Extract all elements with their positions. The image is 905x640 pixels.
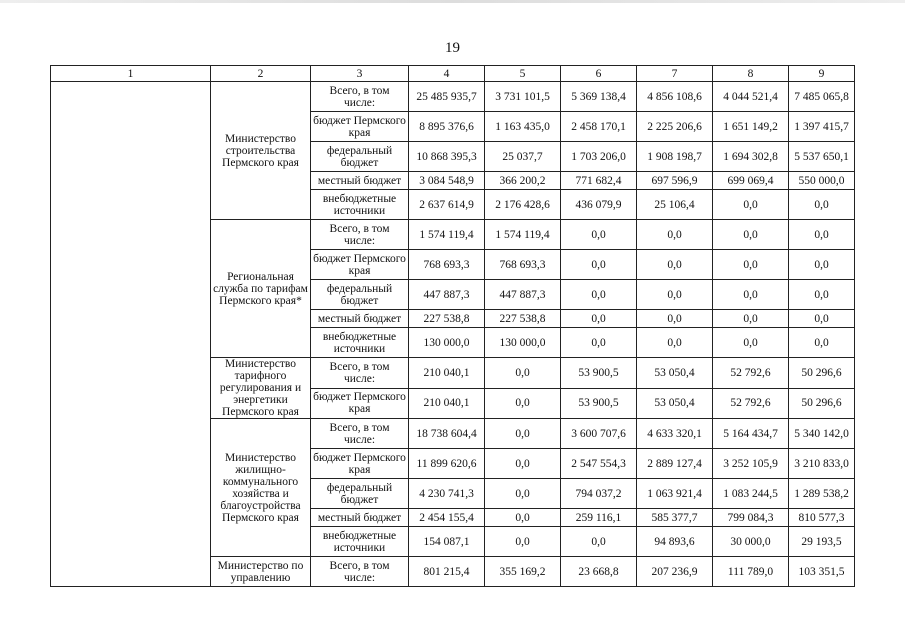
amount-cell: 4 856 108,6 (637, 82, 713, 112)
amount-cell: 1 574 119,4 (485, 220, 561, 250)
amount-cell: 52 792,6 (713, 358, 789, 389)
amount-cell: 0,0 (789, 250, 855, 280)
amount-cell: 0,0 (561, 280, 637, 310)
amount-cell: 0,0 (713, 190, 789, 220)
amount-cell: 1 703 206,0 (561, 142, 637, 172)
amount-cell: 0,0 (789, 190, 855, 220)
amount-cell: 0,0 (485, 509, 561, 527)
amount-cell: 1 574 119,4 (409, 220, 485, 250)
amount-cell: 94 893,6 (637, 527, 713, 557)
amount-cell: 5 164 434,7 (713, 419, 789, 449)
amount-cell: 2 225 206,6 (637, 112, 713, 142)
funding-source: внебюджетные источники (311, 190, 409, 220)
amount-cell: 210 040,1 (409, 388, 485, 419)
amount-cell: 0,0 (485, 388, 561, 419)
funding-source: Всего, в том числе: (311, 419, 409, 449)
ministry-name: Региональная служба по тарифам Пермского края* (211, 220, 311, 358)
amount-cell: 0,0 (789, 328, 855, 358)
amount-cell: 4 230 741,3 (409, 479, 485, 509)
amount-cell: 0,0 (713, 328, 789, 358)
amount-cell: 697 596,9 (637, 172, 713, 190)
amount-cell: 0,0 (561, 250, 637, 280)
amount-cell: 794 037,2 (561, 479, 637, 509)
col-header: 6 (561, 66, 637, 82)
amount-cell: 0,0 (789, 310, 855, 328)
amount-cell: 0,0 (561, 527, 637, 557)
budget-table (50, 65, 855, 587)
amount-cell: 355 169,2 (485, 557, 561, 587)
ministry-name: Министерство жилищно-коммунального хозяйства и благоустройства Пермского края (211, 419, 311, 557)
col-header: 5 (485, 66, 561, 82)
amount-cell: 25 485 935,7 (409, 82, 485, 112)
amount-cell: 0,0 (789, 220, 855, 250)
col-header: 7 (637, 66, 713, 82)
amount-cell: 53 900,5 (561, 388, 637, 419)
scan-edge (0, 0, 905, 3)
amount-cell: 1 163 435,0 (485, 112, 561, 142)
amount-cell: 4 633 320,1 (637, 419, 713, 449)
amount-cell: 227 538,8 (485, 310, 561, 328)
col-header: 2 (211, 66, 311, 82)
amount-cell: 0,0 (637, 310, 713, 328)
funding-source: федеральный бюджет (311, 280, 409, 310)
amount-cell: 0,0 (485, 479, 561, 509)
amount-cell: 4 044 521,4 (713, 82, 789, 112)
amount-cell: 771 682,4 (561, 172, 637, 190)
amount-cell: 227 538,8 (409, 310, 485, 328)
amount-cell: 2 454 155,4 (409, 509, 485, 527)
amount-cell: 0,0 (713, 310, 789, 328)
amount-cell: 799 084,3 (713, 509, 789, 527)
amount-cell: 0,0 (561, 310, 637, 328)
col-header: 8 (713, 66, 789, 82)
amount-cell: 103 351,5 (789, 557, 855, 587)
funding-source: Всего, в том числе: (311, 358, 409, 389)
amount-cell: 23 668,8 (561, 557, 637, 587)
amount-cell: 366 200,2 (485, 172, 561, 190)
amount-cell: 8 895 376,6 (409, 112, 485, 142)
amount-cell: 447 887,3 (485, 280, 561, 310)
amount-cell: 259 116,1 (561, 509, 637, 527)
amount-cell: 436 079,9 (561, 190, 637, 220)
amount-cell: 1 289 538,2 (789, 479, 855, 509)
amount-cell: 0,0 (637, 280, 713, 310)
amount-cell: 2 637 614,9 (409, 190, 485, 220)
col-header: 9 (789, 66, 855, 82)
amount-cell: 1 694 302,8 (713, 142, 789, 172)
amount-cell: 130 000,0 (485, 328, 561, 358)
funding-source: бюджет Пермского края (311, 388, 409, 419)
amount-cell: 53 050,4 (637, 388, 713, 419)
amount-cell: 768 693,3 (409, 250, 485, 280)
amount-cell: 1 063 921,4 (637, 479, 713, 509)
col-header: 3 (311, 66, 409, 82)
amount-cell: 0,0 (561, 328, 637, 358)
amount-cell: 3 252 105,9 (713, 449, 789, 479)
amount-cell: 1 397 415,7 (789, 112, 855, 142)
amount-cell: 7 485 065,8 (789, 82, 855, 112)
ministry-name: Министерство по управлению (211, 557, 311, 587)
table-row (51, 82, 855, 112)
amount-cell: 30 000,0 (713, 527, 789, 557)
amount-cell: 5 369 138,4 (561, 82, 637, 112)
amount-cell: 2 458 170,1 (561, 112, 637, 142)
col-header: 1 (51, 66, 211, 82)
amount-cell: 210 040,1 (409, 358, 485, 389)
amount-cell: 2 889 127,4 (637, 449, 713, 479)
amount-cell: 0,0 (713, 250, 789, 280)
amount-cell: 2 547 554,3 (561, 449, 637, 479)
amount-cell: 10 868 395,3 (409, 142, 485, 172)
amount-cell: 1 908 198,7 (637, 142, 713, 172)
page-number: 19 (445, 40, 460, 56)
amount-cell: 1 651 149,2 (713, 112, 789, 142)
amount-cell: 810 577,3 (789, 509, 855, 527)
amount-cell: 0,0 (789, 280, 855, 310)
amount-cell: 550 000,0 (789, 172, 855, 190)
amount-cell: 0,0 (637, 250, 713, 280)
amount-cell: 0,0 (637, 328, 713, 358)
amount-cell: 3 210 833,0 (789, 449, 855, 479)
amount-cell: 207 236,9 (637, 557, 713, 587)
funding-source: местный бюджет (311, 172, 409, 190)
amount-cell: 53 050,4 (637, 358, 713, 389)
amount-cell: 0,0 (485, 358, 561, 389)
funding-source: местный бюджет (311, 509, 409, 527)
amount-cell: 768 693,3 (485, 250, 561, 280)
funding-source: федеральный бюджет (311, 142, 409, 172)
funding-source: Всего, в том числе: (311, 557, 409, 587)
amount-cell: 0,0 (561, 220, 637, 250)
amount-cell: 585 377,7 (637, 509, 713, 527)
amount-cell: 50 296,6 (789, 358, 855, 389)
amount-cell: 5 537 650,1 (789, 142, 855, 172)
amount-cell: 1 083 244,5 (713, 479, 789, 509)
amount-cell: 801 215,4 (409, 557, 485, 587)
amount-cell: 0,0 (637, 220, 713, 250)
amount-cell: 0,0 (485, 419, 561, 449)
amount-cell: 53 900,5 (561, 358, 637, 389)
funding-source: внебюджетные источники (311, 328, 409, 358)
amount-cell: 52 792,6 (713, 388, 789, 419)
amount-cell: 0,0 (485, 449, 561, 479)
column-1-cell (51, 82, 211, 587)
amount-cell: 154 087,1 (409, 527, 485, 557)
ministry-name: Министерство строительства Пермского края (211, 82, 311, 220)
amount-cell: 18 738 604,4 (409, 419, 485, 449)
header-row (51, 66, 855, 82)
funding-source: Всего, в том числе: (311, 220, 409, 250)
funding-source: федеральный бюджет (311, 479, 409, 509)
amount-cell: 111 789,0 (713, 557, 789, 587)
funding-source: бюджет Пермского края (311, 449, 409, 479)
amount-cell: 3 731 101,5 (485, 82, 561, 112)
funding-source: бюджет Пермского края (311, 112, 409, 142)
amount-cell: 25 037,7 (485, 142, 561, 172)
funding-source: бюджет Пермского края (311, 250, 409, 280)
amount-cell: 2 176 428,6 (485, 190, 561, 220)
amount-cell: 130 000,0 (409, 328, 485, 358)
amount-cell: 50 296,6 (789, 388, 855, 419)
amount-cell: 0,0 (713, 220, 789, 250)
funding-source: местный бюджет (311, 310, 409, 328)
amount-cell: 5 340 142,0 (789, 419, 855, 449)
amount-cell: 3 084 548,9 (409, 172, 485, 190)
amount-cell: 447 887,3 (409, 280, 485, 310)
amount-cell: 699 069,4 (713, 172, 789, 190)
amount-cell: 29 193,5 (789, 527, 855, 557)
amount-cell: 11 899 620,6 (409, 449, 485, 479)
amount-cell: 3 600 707,6 (561, 419, 637, 449)
ministry-name: Министерство тарифного регулирования и энергетики Пермского края (211, 358, 311, 419)
amount-cell: 0,0 (485, 527, 561, 557)
funding-source: Всего, в том числе: (311, 82, 409, 112)
col-header: 4 (409, 66, 485, 82)
amount-cell: 25 106,4 (637, 190, 713, 220)
amount-cell: 0,0 (713, 280, 789, 310)
funding-source: внебюджетные источники (311, 527, 409, 557)
